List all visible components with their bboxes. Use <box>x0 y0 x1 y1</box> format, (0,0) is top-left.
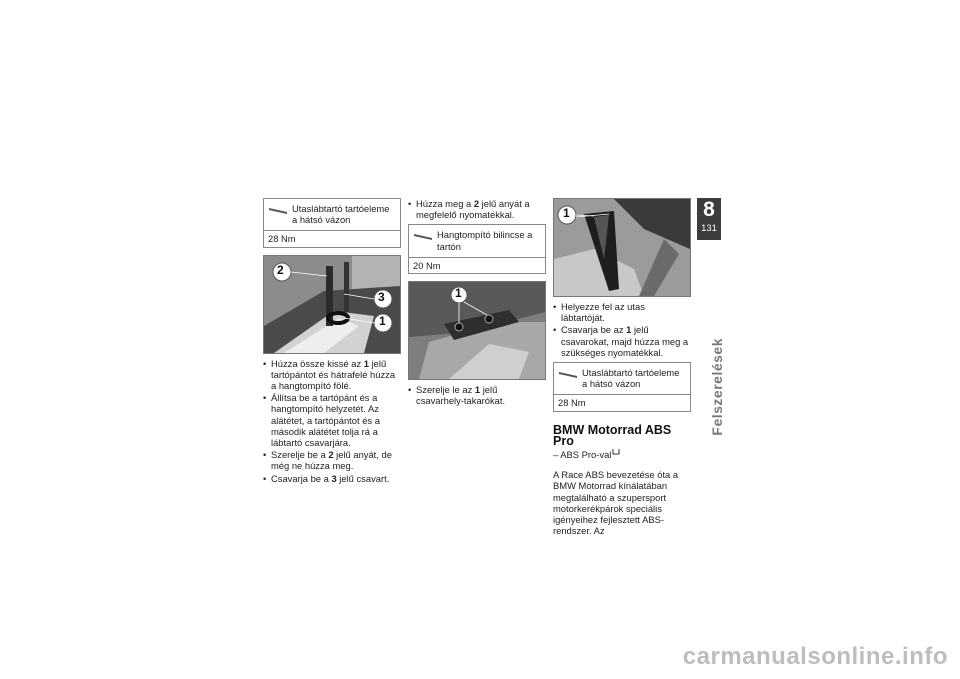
list-item: • Csavarja be a 3 jelű csavart. <box>263 473 401 484</box>
column-3 <box>553 198 691 536</box>
chapter-tab <box>697 198 721 240</box>
list-item: • Helyezze fel az utas lábtartóját. <box>553 301 691 323</box>
body-paragraph: A Race ABS bevezetése óta a BMW Motorrad kínálatában megtalálható a szupersport motorkerékpárok speciális igényeihez fejlesztett ABS-rendszer. Az <box>553 469 679 537</box>
photo-callout-3: 3 <box>378 289 385 304</box>
torque-spec-box <box>553 362 691 412</box>
list-item: • Szerelje be a 2 jelű anyát, de még ne húzza meg. <box>263 449 401 471</box>
list-item: • Szerelje le az 1 jelű csavarhely-takarókat. <box>408 384 546 406</box>
instruction-list <box>553 301 691 358</box>
torque-spec-box <box>263 198 401 248</box>
photo-passenger-footrest <box>553 198 691 297</box>
column-2 <box>408 198 546 407</box>
wrench-icon <box>414 234 432 240</box>
wrench-icon <box>559 372 577 378</box>
column-1 <box>263 198 401 485</box>
chapter-number: 8 <box>703 198 715 221</box>
photo-callout-1: 1 <box>563 206 570 220</box>
torque-spec-value: 28 Nm <box>264 230 400 246</box>
chapter-title-vertical <box>697 338 725 436</box>
instruction-list <box>408 198 546 220</box>
list-item: • Csavarja be az 1 jelű csavarokat, majd húzza meg a szükséges nyomatékkal. <box>553 324 691 358</box>
list-item: • Húzza meg a 2 jelű anyát a megfelelő nyomatékkal. <box>408 198 546 220</box>
torque-spec-label: Utaslábtartó tartóeleme a hátsó vázon <box>292 203 390 226</box>
photo-callout-1: 1 <box>455 286 462 301</box>
torque-spec-label: Hangtompító bilincse a tartón <box>437 229 533 252</box>
torque-spec-value: 28 Nm <box>554 394 690 410</box>
photo-callout-2: 2 <box>277 262 284 277</box>
page-number: 131 <box>701 223 717 234</box>
wrench-icon <box>269 208 287 214</box>
optional-equipment-icon <box>612 449 620 457</box>
photo-callout-1: 1 <box>379 313 386 328</box>
list-item: • Húzza össze kissé az 1 jelű tartópántot és hátrafelé húzza a hangtompító fölé. <box>263 358 401 392</box>
torque-spec-box <box>408 224 546 274</box>
photo-silencer-mount <box>263 255 401 354</box>
instruction-list <box>408 384 546 406</box>
torque-spec-label: Utaslábtartó tartóeleme a hátsó vázon <box>582 367 680 390</box>
watermark: carmanualsonline.info <box>682 643 948 670</box>
section-title: BMW Motorrad ABS Pro <box>553 422 672 448</box>
torque-spec-value: 20 Nm <box>409 257 545 273</box>
instruction-list <box>263 358 401 484</box>
list-item: • Állítsa be a tartópánt és a hangtompító helyzetét. Az alátétet, a tartópántot és a második alátétet tolja rá a lábtartó csavarjára. <box>263 392 401 448</box>
option-note: – ABS Pro-val <box>553 449 691 460</box>
chapter-title: Felszerelések <box>709 338 725 436</box>
photo-screw-covers <box>408 281 546 380</box>
